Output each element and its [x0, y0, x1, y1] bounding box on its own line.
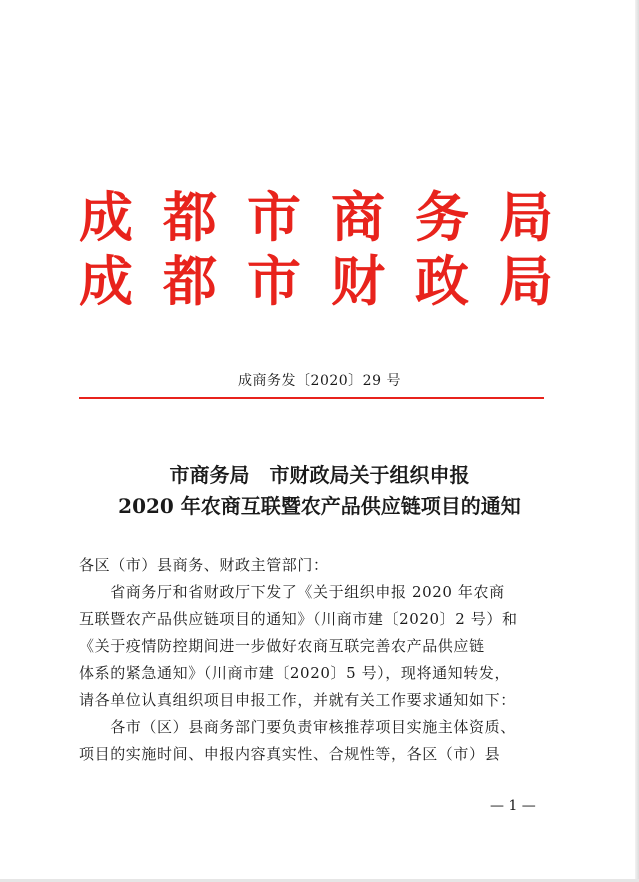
header-char: 成: [79, 249, 133, 313]
issuer-header-commerce: [76, 186, 556, 248]
header-char: 局: [499, 249, 553, 313]
body-line: 各市（区）县商务部门要负责审核推荐项目实施主体资质、: [79, 718, 516, 736]
body-line: 省商务厅和省财政厅下发了《关于组织申报 2020 年农商: [79, 583, 505, 601]
page-number: — 1 —: [490, 798, 536, 814]
document-title-line-1: 市商务局 市财政局关于组织申报: [169, 463, 470, 487]
body-line: 互联暨农产品供应链项目的通知》（川商市建〔2020〕2 号）和: [79, 610, 518, 628]
body-line: 体系的紧急通知》（川商市建〔2020〕5 号），现将通知转发，: [79, 664, 511, 682]
document-number: 成商务发〔2020〕29 号: [238, 373, 401, 389]
header-char: 市: [247, 185, 301, 249]
header-char: 政: [415, 249, 469, 313]
salutation: 各区（市）县商务、财政主管部门：: [79, 556, 329, 574]
header-char: 商: [331, 185, 385, 249]
document-title-line-2: 2020 年农商互联暨农产品供应链项目的通知: [118, 494, 521, 518]
header-char: 财: [331, 249, 385, 313]
header-char: 成: [79, 185, 133, 249]
header-char: 局: [499, 185, 553, 249]
red-separator-line: [79, 397, 544, 399]
body-line: 《关于疫情防控期间进一步做好农商互联完善农产品供应链: [79, 637, 485, 655]
header-char: 市: [247, 249, 301, 313]
issuer-header-finance: [76, 250, 556, 312]
page-edge: [635, 0, 639, 882]
body-line: 请各单位认真组织项目申报工作，并就有关工作要求通知如下：: [79, 691, 516, 709]
header-char: 都: [163, 249, 217, 313]
header-char: 务: [415, 185, 469, 249]
header-char: 都: [163, 185, 217, 249]
body-line: 项目的实施时间、申报内容真实性、合规性等，各区（市）县: [79, 745, 501, 763]
